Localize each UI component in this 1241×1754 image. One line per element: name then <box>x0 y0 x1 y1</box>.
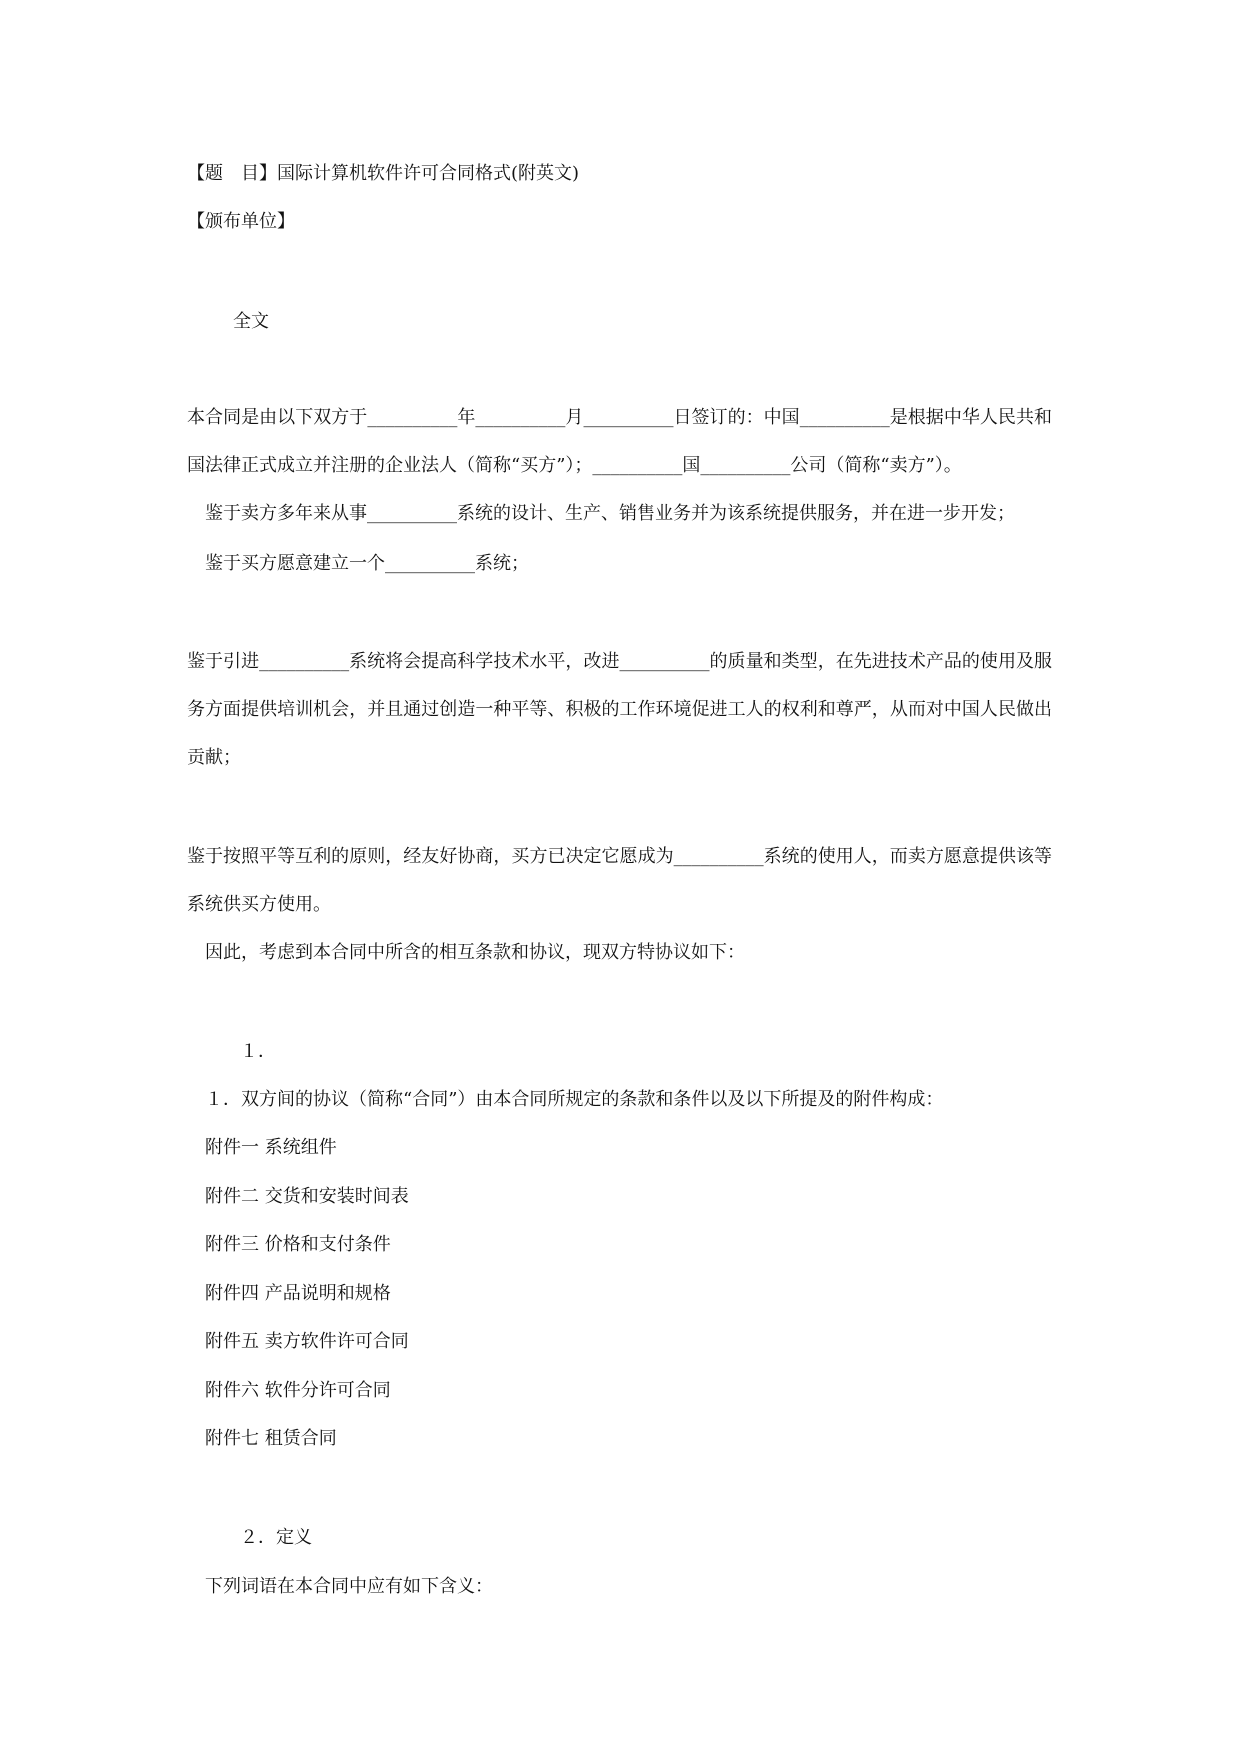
attachment-item: 附件一 系统组件 <box>205 1137 337 1158</box>
whereas-clause-1: 鉴于卖方多年来从事__________系统的设计、生产、销售业务并为该系统提供服务，并在进一步开发； <box>205 503 1015 524</box>
attachment-item: 附件六 软件分许可合同 <box>205 1380 391 1401</box>
section-1-text: １．双方间的协议（简称“合同”）由本合同所规定的条款和条件以及以下所提及的附件构成： <box>205 1089 944 1110</box>
whereas-clause-4: 鉴于按照平等互利的原则，经友好协商，买方已决定它愿成为__________系统的使用人，而卖方愿意提供该等系统供买方使用。 <box>187 846 1052 915</box>
attachment-item: 附件四 产品说明和规格 <box>205 1283 391 1304</box>
whereas-clause-2: 鉴于买方愿意建立一个__________系统； <box>205 553 529 574</box>
fulltext-label: 全文 <box>233 311 269 332</box>
whereas-clause-3: 鉴于引进__________系统将会提高科学技术水平，改进__________的质量和类型，在先进技术产品的使用及服务方面提供培训机会，并且通过创造一种平等、积极的工作环境促进工人的权利和尊严，从而对中国人民做出贡献； <box>187 651 1052 768</box>
therefore-clause: 因此，考虑到本合同中所含的相互条款和协议，现双方特协议如下： <box>205 942 745 963</box>
issuer-label: 【颁布单位】 <box>187 211 295 232</box>
section-2-text: 下列词语在本合同中应有如下含义： <box>205 1576 493 1597</box>
section-1-heading: １． <box>240 1041 276 1062</box>
attachment-item: 附件三 价格和支付条件 <box>205 1234 391 1255</box>
preamble-paragraph: 本合同是由以下双方于__________年__________月__________日签订的：中国__________是根据中华人民共和国法律正式成立并注册的企业法人（简称“买方”）；__________国__________公司（简称“卖方”）。 <box>187 407 1052 476</box>
attachment-item: 附件七 租赁合同 <box>205 1428 337 1449</box>
section-2-heading: ２．定义 <box>240 1527 312 1548</box>
attachment-item: 附件五 卖方软件许可合同 <box>205 1331 409 1352</box>
document-title: 【题 目】国际计算机软件许可合同格式(附英文) <box>187 163 580 184</box>
attachment-item: 附件二 交货和安装时间表 <box>205 1186 409 1207</box>
